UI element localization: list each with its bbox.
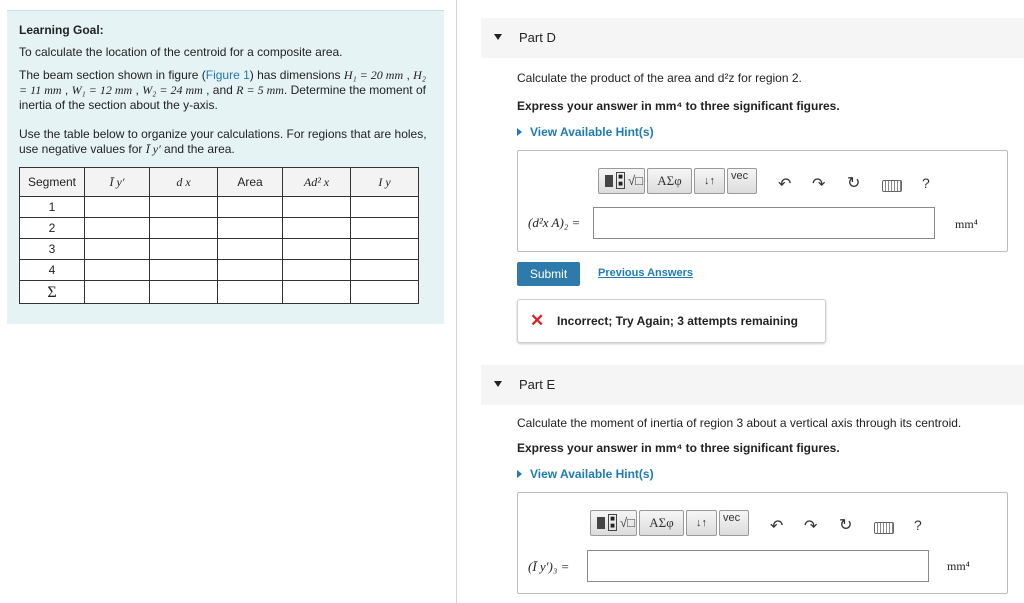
dim-w2: W₂ = 24 mm bbox=[142, 83, 203, 97]
part-e-answer-box bbox=[517, 492, 1008, 594]
table-row-sum: Σ bbox=[20, 281, 419, 304]
problem-statement: The beam section shown in figure (Figure 1) has dimensions H₁ = 20 mm , H₂ = 11 mm , W₁ = 12 mm , W₂ = 24 mm , and R = 5 mm. Determine the moment of inertia of the section about the y-axis. bbox=[19, 68, 426, 112]
feedback-message: Incorrect; Try Again; 3 attempts remaining bbox=[557, 314, 798, 328]
col-iy: I y bbox=[351, 168, 419, 197]
submit-button[interactable]: Submit bbox=[517, 262, 580, 286]
previous-answers-link[interactable]: Previous Answers bbox=[598, 267, 693, 279]
greek-symbols-icon[interactable]: AΣφ bbox=[639, 510, 684, 536]
part-e-answer-input[interactable] bbox=[587, 550, 929, 582]
help-icon[interactable]: ? bbox=[922, 175, 930, 191]
help-icon[interactable]: ? bbox=[914, 517, 922, 533]
table-row: 2 bbox=[20, 218, 419, 239]
learning-goal-panel bbox=[7, 10, 444, 324]
part-e-lhs: (Ī y′)₃ = bbox=[528, 559, 570, 574]
keyboard-icon[interactable] bbox=[882, 180, 902, 192]
collapse-triangle-icon[interactable] bbox=[494, 34, 502, 40]
vector-icon[interactable]: vec bbox=[727, 168, 757, 194]
table-row: 3 bbox=[20, 239, 419, 260]
dim-h2: H₂ = 11 mm bbox=[19, 68, 426, 97]
collapse-triangle-icon[interactable] bbox=[494, 381, 502, 387]
calculation-table bbox=[19, 167, 419, 304]
table-row: 1 bbox=[20, 197, 419, 218]
table-row: 4 bbox=[20, 260, 419, 281]
error-x-icon: ✕ bbox=[530, 311, 545, 330]
part-e-hint-link[interactable]: View Available Hint(s) bbox=[517, 467, 654, 481]
part-e-question: Calculate the moment of inertia of region 3 about a vertical axis through its centroid. bbox=[517, 416, 962, 430]
keyboard-icon[interactable] bbox=[874, 522, 894, 534]
part-e-instruction: Express your answer in mm⁴ to three significant figures. bbox=[517, 441, 840, 455]
redo-icon[interactable]: ↷ bbox=[812, 176, 826, 193]
expand-arrow-icon bbox=[517, 470, 522, 478]
expand-arrow-icon bbox=[517, 128, 522, 136]
part-d-unit: mm⁴ bbox=[955, 217, 978, 231]
col-ad2x: Ad² x bbox=[283, 168, 351, 197]
col-dx: d x bbox=[150, 168, 218, 197]
subscript-superscript-icon[interactable]: ↓↑ bbox=[694, 168, 725, 194]
undo-icon[interactable]: ↶ bbox=[770, 518, 784, 535]
part-e-unit: mm⁴ bbox=[947, 559, 970, 573]
templates-icon[interactable]: ■ ■ √□ bbox=[590, 510, 637, 536]
part-d-answer-box bbox=[517, 150, 1008, 252]
table-header-row bbox=[20, 168, 419, 197]
col-segment: Segment bbox=[20, 168, 85, 197]
feedback-box bbox=[517, 299, 826, 343]
col-iy-bar: Ī y′ bbox=[85, 168, 150, 197]
part-d-label: Part D bbox=[519, 30, 556, 45]
table-instructions: Use the table below to organize your calculations. For regions that are holes, use negative values for Ī y′ and the area. bbox=[19, 127, 427, 156]
greek-symbols-icon[interactable]: AΣφ bbox=[647, 168, 692, 194]
templates-icon[interactable]: ■ ■ √□ bbox=[598, 168, 645, 194]
dim-w1: W₁ = 12 mm bbox=[71, 83, 133, 97]
dim-h1: H₁ = 20 mm bbox=[343, 68, 404, 82]
learning-goal-intro: To calculate the location of the centroid for a composite area. bbox=[19, 45, 343, 59]
part-d-instruction: Express your answer in mm⁴ to three significant figures. bbox=[517, 99, 840, 113]
dim-r: R = 5 mm bbox=[236, 83, 284, 97]
vector-icon[interactable]: vec bbox=[719, 510, 749, 536]
part-e-header[interactable] bbox=[481, 365, 1024, 405]
reset-icon[interactable]: ↻ bbox=[839, 517, 853, 534]
part-d-hint-link[interactable]: View Available Hint(s) bbox=[517, 125, 654, 139]
part-d-question: Calculate the product of the area and d²z for region 2. bbox=[517, 71, 802, 85]
panel-divider bbox=[456, 0, 457, 603]
figure-link[interactable]: Figure 1 bbox=[205, 68, 250, 82]
part-d-header[interactable] bbox=[481, 18, 1024, 58]
subscript-superscript-icon[interactable]: ↓↑ bbox=[686, 510, 717, 536]
col-area: Area bbox=[218, 168, 283, 197]
undo-icon[interactable]: ↶ bbox=[778, 176, 792, 193]
part-d-lhs: (d²x A)₂ = bbox=[528, 215, 581, 230]
reset-icon[interactable]: ↻ bbox=[847, 175, 861, 192]
part-d-answer-input[interactable] bbox=[593, 207, 935, 239]
learning-goal-title: Learning Goal: bbox=[19, 23, 104, 37]
redo-icon[interactable]: ↷ bbox=[804, 518, 818, 535]
part-e-label: Part E bbox=[519, 377, 556, 392]
